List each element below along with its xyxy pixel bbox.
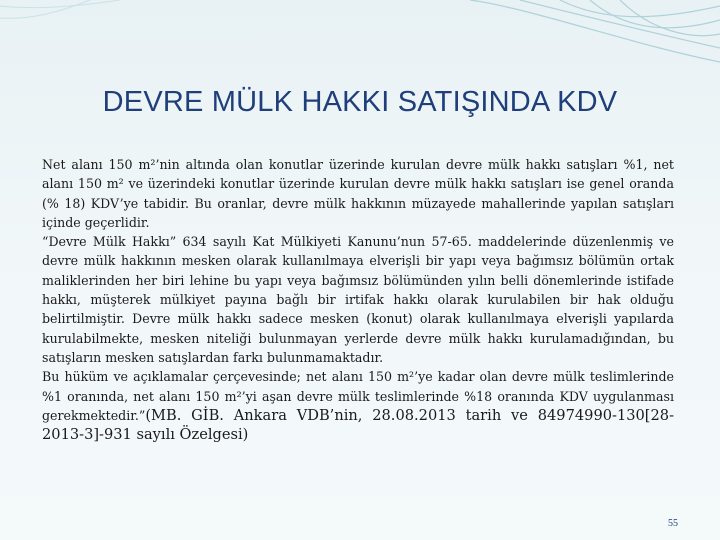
slide-body bbox=[42, 155, 674, 444]
paragraph-conclusion bbox=[42, 367, 674, 444]
paragraph-rates: Net alanı 150 m²’nin altında olan konutlar üzerinde kurulan devre mülk hakkı satışları %1, net alanı 150 m² ve üzerindeki konutlar üzerinde kurulan devre mülk hakkı satışları ise genel oranda (% 18) KDV’ye tabidir. Bu oranlar, devre mülk hakkının müzayede mahallerinde yapılan satışları içinde geçerlidir. bbox=[42, 157, 674, 230]
conclusion-text: Bu hüküm ve açıklamalar çerçevesinde; net alanı 150 m²’ye kadar olan devre mülk teslimlerinde %1 oranında, net alanı 150 m²’yi aşan devre mülk teslimlerinde %18 oranında KDV uygulanması gerekmektedir.” bbox=[42, 369, 674, 423]
citation-text: (MB. GİB. Ankara VDB’nin, 28.08.2013 tarih ve 84974990-130[28-2013-3]-931 sayılı Özelgesi) bbox=[42, 406, 674, 444]
paragraph-definition: “Devre Mülk Hakkı” 634 sayılı Kat Mülkiyeti Kanunu’nun 57-65. maddelerinde düzenlenmiş ve devre mülk hakkının mesken olarak kullanılmaya elverişli bir yapı veya bağımsız bölümün ortak maliklerinden her biri lehine bu yapı veya bağımsız bölümünden yılın belli dönemlerinde istifade hakkı, müşterek mülkiyet payına bağlı bir irtifak hakkı olarak kurulabilen bir hak olduğu belirtilmiştir. Devre mülk hakkı sadece mesken (konut) olarak kullanılmaya elverişli yapılarda kurulabilmekte, mesken niteliği bulunmayan yerlerde devre mülk hakkı kurulamadığından, bu satışların mesken satışlardan farkı bulunmamaktadır. bbox=[42, 234, 674, 365]
slide-title: DEVRE MÜLK HAKKI SATIŞINDA KDV bbox=[102, 86, 618, 118]
page-number: 55 bbox=[668, 518, 678, 529]
